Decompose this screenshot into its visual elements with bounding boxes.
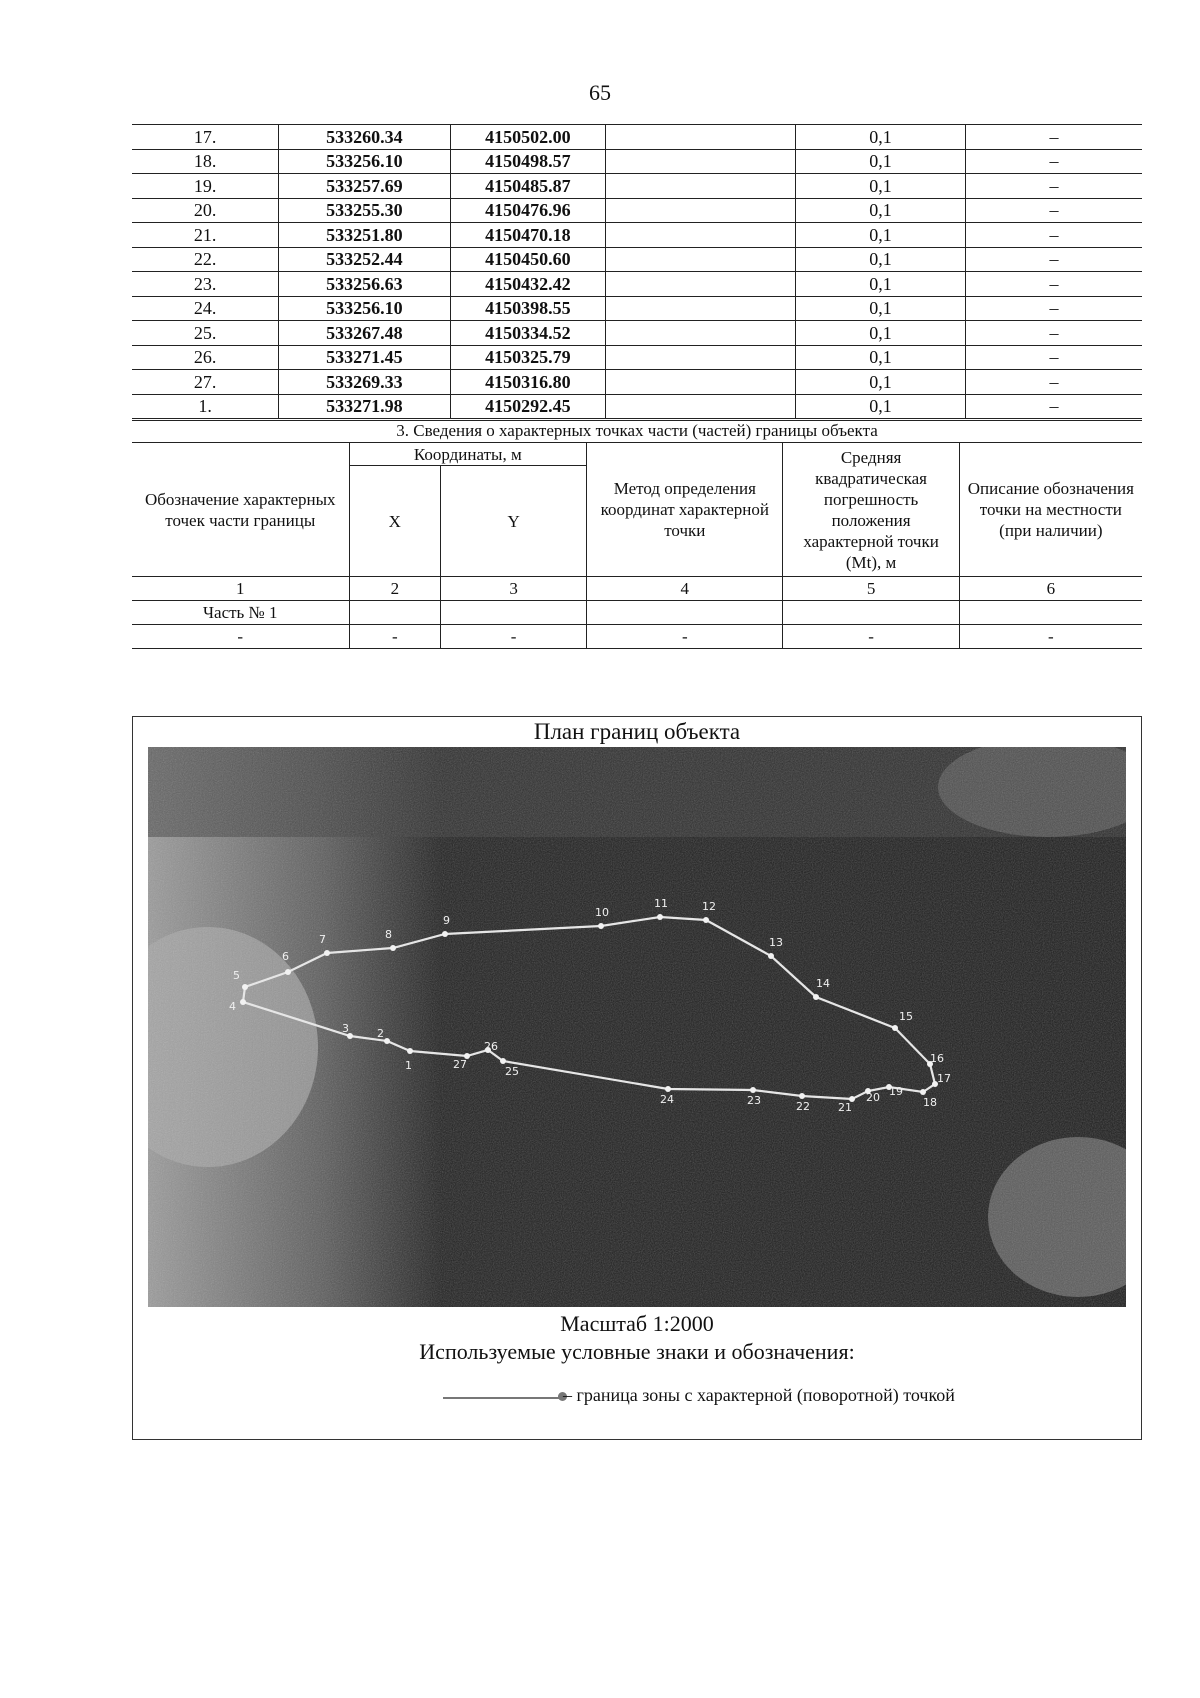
- coord-row: [132, 149, 1142, 174]
- col-num-5: 5: [783, 577, 959, 601]
- coord-row: [132, 345, 1142, 370]
- boundary-point: [665, 1086, 671, 1092]
- point-number: 1.: [132, 394, 279, 419]
- empty-cell-5: -: [783, 625, 959, 649]
- method-cell: [606, 345, 796, 370]
- method-cell: [606, 272, 796, 297]
- plan-frame: [132, 716, 1142, 1440]
- coord-y: 4150432.42: [450, 272, 606, 297]
- point-description: –: [966, 149, 1143, 174]
- point-description: –: [966, 125, 1143, 150]
- coord-x: 533269.33: [279, 370, 450, 395]
- point-description: –: [966, 272, 1143, 297]
- boundary-point-label: 25: [505, 1065, 519, 1078]
- coord-y: 4150325.79: [450, 345, 606, 370]
- method-cell: [606, 198, 796, 223]
- point-number: 18.: [132, 149, 279, 174]
- boundary-point-label: 23: [747, 1094, 761, 1107]
- error-mt: 0,1: [795, 296, 965, 321]
- boundary-point: [598, 923, 604, 929]
- point-description: –: [966, 370, 1143, 395]
- legend-item-text: – граница зоны с характерной (поворотной) точкой: [563, 1385, 955, 1405]
- point-description: –: [966, 321, 1143, 346]
- boundary-point-label: 20: [866, 1091, 880, 1104]
- map-noise: [148, 747, 1126, 1307]
- point-description: –: [966, 223, 1143, 248]
- error-mt: 0,1: [795, 125, 965, 150]
- boundary-point: [390, 945, 396, 951]
- legend-item: [313, 1385, 1073, 1415]
- method-cell: [606, 149, 796, 174]
- coord-y: 4150485.87: [450, 174, 606, 199]
- legend-line-symbol: [443, 1397, 563, 1399]
- boundary-point-label: 9: [443, 914, 450, 927]
- error-mt: 0,1: [795, 272, 965, 297]
- boundary-point-label: 7: [319, 933, 326, 946]
- boundary-point-label: 24: [660, 1093, 674, 1106]
- error-mt: 0,1: [795, 370, 965, 395]
- coord-x: 533256.63: [279, 272, 450, 297]
- method-cell: [606, 223, 796, 248]
- method-cell: [606, 247, 796, 272]
- empty-cell-4: -: [587, 625, 783, 649]
- coord-x: 533260.34: [279, 125, 450, 150]
- coord-row: [132, 247, 1142, 272]
- point-number: 23.: [132, 272, 279, 297]
- boundary-point-label: 6: [282, 950, 289, 963]
- coord-x: 533252.44: [279, 247, 450, 272]
- boundary-point-label: 2: [377, 1027, 384, 1040]
- boundary-point-label: 17: [937, 1072, 951, 1085]
- point-description: –: [966, 394, 1143, 419]
- part-cell-y: [441, 601, 587, 625]
- coord-x: 533256.10: [279, 149, 450, 174]
- boundary-point: [799, 1093, 805, 1099]
- point-number: 24.: [132, 296, 279, 321]
- part-cell-desc: [959, 601, 1142, 625]
- boundary-point: [703, 917, 709, 923]
- empty-cell-3: -: [441, 625, 587, 649]
- coord-row: [132, 223, 1142, 248]
- empty-cell-6: -: [959, 625, 1142, 649]
- error-mt: 0,1: [795, 394, 965, 419]
- coord-row: [132, 321, 1142, 346]
- boundary-point: [324, 950, 330, 956]
- coord-row: [132, 296, 1142, 321]
- coordinates-table-continued: [132, 124, 1142, 419]
- error-mt: 0,1: [795, 174, 965, 199]
- boundary-point-label: 4: [229, 1000, 236, 1013]
- boundary-point-label: 14: [816, 977, 830, 990]
- point-description: –: [966, 247, 1143, 272]
- col-num-3: 3: [441, 577, 587, 601]
- point-number: 22.: [132, 247, 279, 272]
- boundary-point-label: 19: [889, 1085, 903, 1098]
- coord-y: 4150334.52: [450, 321, 606, 346]
- col-num-2: 2: [349, 577, 441, 601]
- point-description: –: [966, 296, 1143, 321]
- part-cell-method: [587, 601, 783, 625]
- boundary-point-label: 18: [923, 1096, 937, 1109]
- boundary-point-label: 11: [654, 897, 668, 910]
- header-designation: Обозначение характерных точек части границы: [132, 443, 349, 577]
- error-mt: 0,1: [795, 198, 965, 223]
- point-number: 27.: [132, 370, 279, 395]
- coord-y: 4150398.55: [450, 296, 606, 321]
- boundary-point: [240, 999, 246, 1005]
- point-description: –: [966, 198, 1143, 223]
- coord-y: 4150316.80: [450, 370, 606, 395]
- coord-y: 4150502.00: [450, 125, 606, 150]
- boundary-point: [500, 1058, 506, 1064]
- boundary-point: [407, 1048, 413, 1054]
- header-method: Метод определения координат характерной точки: [587, 443, 783, 577]
- coord-y: 4150476.96: [450, 198, 606, 223]
- boundary-point-label: 16: [930, 1052, 944, 1065]
- point-number: 17.: [132, 125, 279, 150]
- point-number: 25.: [132, 321, 279, 346]
- coord-y: 4150498.57: [450, 149, 606, 174]
- method-cell: [606, 321, 796, 346]
- coord-row: [132, 272, 1142, 297]
- method-cell: [606, 125, 796, 150]
- error-mt: 0,1: [795, 345, 965, 370]
- boundary-point: [285, 969, 291, 975]
- boundary-point-label: 10: [595, 906, 609, 919]
- coord-y: 4150470.18: [450, 223, 606, 248]
- boundary-point-label: 15: [899, 1010, 913, 1023]
- method-cell: [606, 394, 796, 419]
- header-coordinates: Координаты, м: [349, 443, 587, 466]
- boundary-point: [750, 1087, 756, 1093]
- boundary-map: [148, 747, 1126, 1307]
- point-number: 21.: [132, 223, 279, 248]
- boundary-point-label: 21: [838, 1101, 852, 1114]
- boundary-point-label: 3: [342, 1022, 349, 1035]
- boundary-point: [442, 931, 448, 937]
- empty-cell-2: -: [349, 625, 441, 649]
- boundary-point-label: 13: [769, 936, 783, 949]
- boundary-point-label: 1: [405, 1059, 412, 1072]
- boundary-point-label: 22: [796, 1100, 810, 1113]
- boundary-point: [768, 953, 774, 959]
- header-error: Средняя квадратическая погрешность положения характерной точки (Mt), м: [783, 443, 959, 577]
- method-cell: [606, 174, 796, 199]
- coord-row: [132, 394, 1142, 419]
- coord-row: [132, 174, 1142, 199]
- method-cell: [606, 370, 796, 395]
- method-cell: [606, 296, 796, 321]
- point-description: –: [966, 174, 1143, 199]
- point-number: 20.: [132, 198, 279, 223]
- header-x: X: [349, 466, 441, 577]
- coord-y: 4150292.45: [450, 394, 606, 419]
- legend-title: Используемые условные знаки и обозначения:: [419, 1339, 855, 1364]
- page-number: 65: [589, 80, 611, 105]
- boundary-point: [920, 1089, 926, 1095]
- col-num-1: 1: [132, 577, 349, 601]
- error-mt: 0,1: [795, 321, 965, 346]
- point-number: 19.: [132, 174, 279, 199]
- coord-x: 533271.45: [279, 345, 450, 370]
- coord-x: 533257.69: [279, 174, 450, 199]
- coord-x: 533267.48: [279, 321, 450, 346]
- point-number: 26.: [132, 345, 279, 370]
- coord-x: 533251.80: [279, 223, 450, 248]
- part-cell-error: [783, 601, 959, 625]
- part-cell-x: [349, 601, 441, 625]
- coord-row: [132, 198, 1142, 223]
- boundary-point-label: 12: [702, 900, 716, 913]
- error-mt: 0,1: [795, 149, 965, 174]
- boundary-point: [384, 1038, 390, 1044]
- boundary-point-label: 26: [484, 1040, 498, 1053]
- boundary-point: [813, 994, 819, 1000]
- point-description: –: [966, 345, 1143, 370]
- coord-x: 533255.30: [279, 198, 450, 223]
- boundary-point-label: 5: [233, 969, 240, 982]
- boundary-point-label: 27: [453, 1058, 467, 1071]
- part-label: Часть № 1: [132, 601, 349, 625]
- header-y: Y: [441, 466, 587, 577]
- boundary-point: [242, 984, 248, 990]
- header-description: Описание обозначения точки на местности (при наличии): [959, 443, 1142, 577]
- coord-y: 4150450.60: [450, 247, 606, 272]
- boundary-point: [892, 1025, 898, 1031]
- map-scale: Масштаб 1:2000: [560, 1311, 714, 1336]
- part-points-table: [132, 442, 1142, 649]
- error-mt: 0,1: [795, 223, 965, 248]
- coord-x: 533256.10: [279, 296, 450, 321]
- section-3-title: 3. Сведения о характерных точках части (частей) границы объекта: [132, 420, 1142, 441]
- plan-title: План границ объекта: [533, 719, 741, 744]
- boundary-point-label: 8: [385, 928, 392, 941]
- empty-cell-1: -: [132, 625, 349, 649]
- coord-row: [132, 370, 1142, 395]
- col-num-6: 6: [959, 577, 1142, 601]
- col-num-4: 4: [587, 577, 783, 601]
- boundary-point: [657, 914, 663, 920]
- coord-x: 533271.98: [279, 394, 450, 419]
- coord-row: [132, 125, 1142, 150]
- error-mt: 0,1: [795, 247, 965, 272]
